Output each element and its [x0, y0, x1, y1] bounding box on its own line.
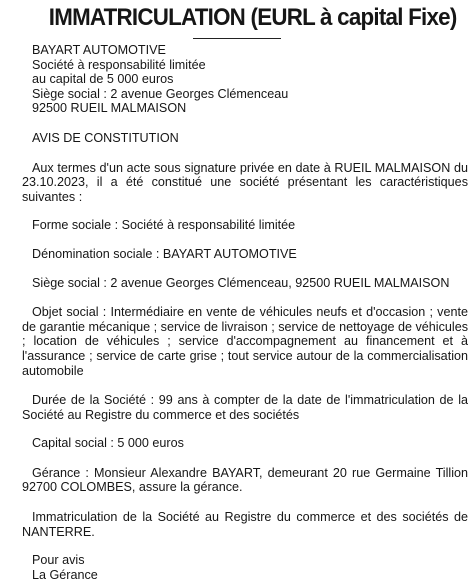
signoff: [32, 553, 468, 582]
duree-societe: Durée de la Société : 99 ans à compter de la date de l'immatriculation de la Société au Registre du commerce et des sociétés: [22, 393, 468, 422]
immatriculation-rcs: Immatriculation de la Société au Registre du commerce et des sociétés de NANTERRE.: [22, 510, 468, 539]
signoff-pour-avis: Pour avis: [32, 553, 85, 568]
notice-title: IMMATRICULATION (EURL à capital Fixe): [48, 4, 457, 31]
capital-social: Capital social : 5 000 euros: [32, 436, 184, 451]
objet-social: Objet social : Intermédiaire en vente de véhicules neufs et d'occasion ; vente de garantie mécanique ; service de livraison ; service de nettoyage de véhicules ; location de véhicules ; service d'accompagnement au financement et à l'assurance ; service de carte grise ; tout service autour de la commercialisation automobile: [22, 305, 468, 378]
denomination-sociale: Dénomination sociale : BAYART AUTOMOTIVE: [32, 246, 297, 261]
title-divider: [193, 38, 281, 39]
company-capital: au capital de 5 000 euros: [32, 72, 174, 87]
intro-paragraph: Aux termes d'un acte sous signature privée en date à RUEIL MALMAISON du 23.10.2023, il a été constitué une société présentant les caractéristiques suivantes :: [22, 160, 468, 204]
siege-social: Siège social : 2 avenue Georges Clémenceau, 92500 RUEIL MALMAISON: [32, 275, 450, 290]
forme-sociale: Forme sociale : Société à responsabilité limitée: [32, 218, 296, 233]
notice-type: AVIS DE CONSTITUTION: [32, 130, 179, 145]
company-city: 92500 RUEIL MALMAISON: [32, 101, 187, 116]
company-legal-form: Société à responsabilité limitée: [32, 57, 206, 72]
signoff-gerance: La Gérance: [32, 567, 98, 582]
legal-notice-page: [0, 4, 473, 582]
company-name: BAYART AUTOMOTIVE: [32, 43, 166, 57]
company-header: [32, 43, 468, 116]
company-office: Siège social : 2 avenue Georges Clémenceau: [32, 86, 289, 101]
gerance: Gérance : Monsieur Alexandre BAYART, demeurant 20 rue Germaine Tillion 92700 COLOMBES, assure la gérance.: [22, 465, 468, 495]
